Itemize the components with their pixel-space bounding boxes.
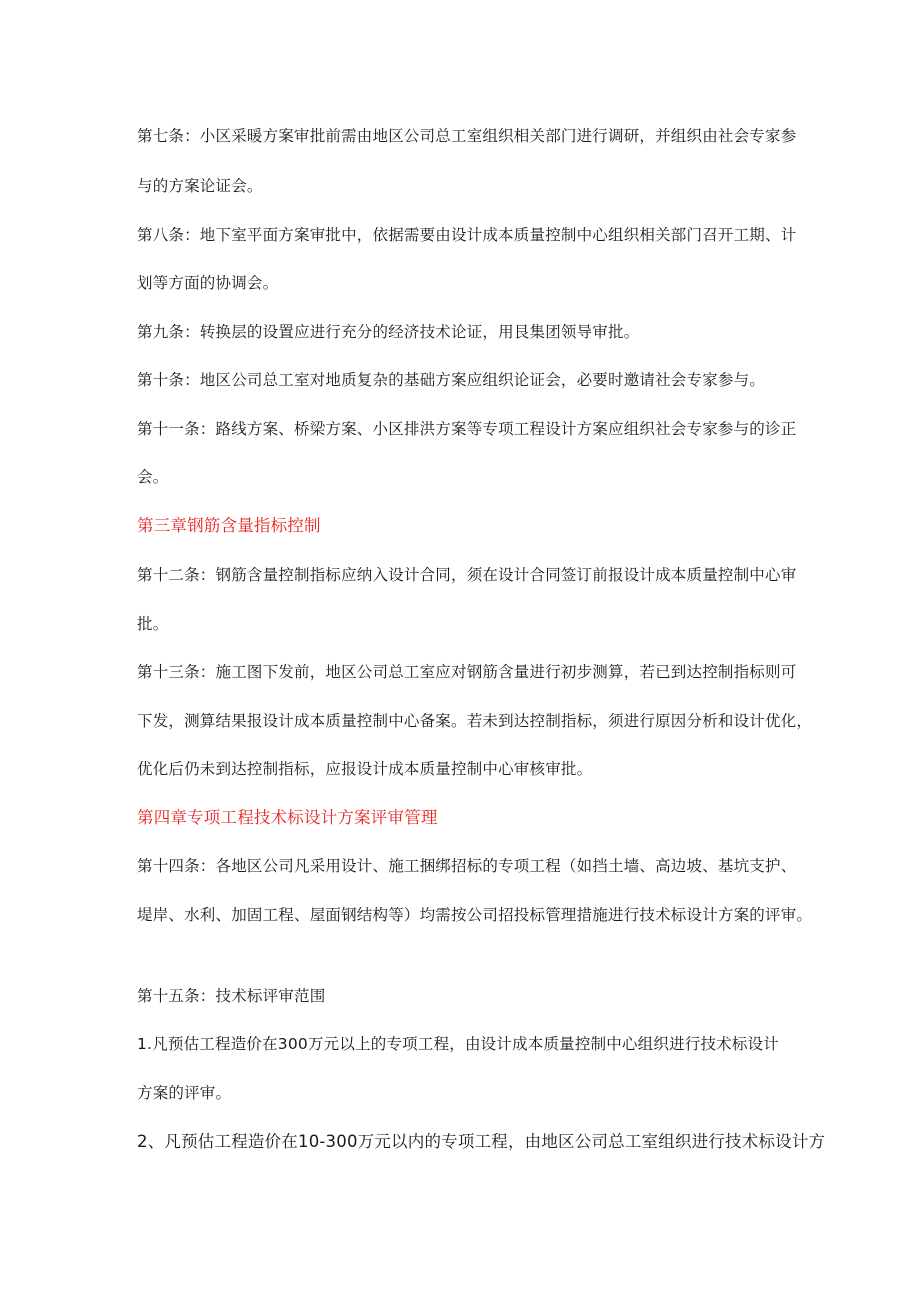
item-1-line-1: 1.凡预估工程造价在300万元以上的专项工程，由设计成本质量控制中心组织进行技术标设计: [137, 1035, 779, 1053]
article-12-line-2: 批。: [137, 615, 169, 633]
article-8-line-2: 划等方面的协调会。: [137, 274, 279, 292]
chapter-4-heading: 第四章专项工程技术标设计方案评审管理: [137, 808, 438, 827]
article-10: 第十条：地区公司总工室对地质复杂的基础方案应组织论证会，必要时邀请社会专家参与。: [137, 371, 766, 389]
article-7-line-2: 与的方案论证会。: [137, 177, 263, 195]
article-13-line-3: 优化后仍未到达控制指标，应报设计成本质量控制中心审核审批。: [137, 760, 593, 778]
article-11-line-2: 会。: [137, 468, 169, 486]
article-8-line-1: 第八条：地下室平面方案审批中，依据需要由设计成本质量控制中心组织相关部门召开工期、计: [137, 226, 797, 244]
item-2-line-1: 2、凡预估工程造价在10-300万元以内的专项工程，由地区公司总工室组织进行技术标设计方: [137, 1132, 826, 1151]
article-14-line-1: 第十四条：各地区公司凡采用设计、施工捆绑招标的专项工程（如挡土墙、高边坡、基坑支护、: [137, 857, 797, 875]
article-14-line-2: 堤岸、水利、加固工程、屋面钢结构等）均需按公司招投标管理措施进行技术标设计方案的评审。: [137, 906, 813, 924]
article-15-title: 第十五条：技术标评审范围: [137, 987, 326, 1005]
article-7-line-1: 第七条：小区采暖方案审批前需由地区公司总工室组织相关部门进行调研，并组织由社会专家参: [137, 127, 797, 145]
chapter-3-heading: 第三章钢筋含量指标控制: [137, 516, 321, 535]
article-9: 第九条：转换层的设置应进行充分的经济技术论证，用艮集团领导审批。: [137, 323, 640, 341]
article-13-line-1: 第十三条：施工图下发前，地区公司总工室应对钢筋含量进行初步测算，若已到达控制指标则可: [137, 663, 797, 681]
article-13-line-2: 下发，测算结果报设计成本质量控制中心备案。若未到达控制指标，须进行原因分析和设计优化，: [137, 712, 813, 730]
article-11-line-1: 第十一条：路线方案、桥梁方案、小区排洪方案等专项工程设计方案应组织社会专家参与的诊正: [137, 420, 797, 438]
article-12-line-1: 第十二条：钢筋含量控制指标应纳入设计合同，须在设计合同签订前报设计成本质量控制中心审: [137, 566, 797, 584]
item-1-line-2: 方案的评审。: [137, 1084, 232, 1102]
